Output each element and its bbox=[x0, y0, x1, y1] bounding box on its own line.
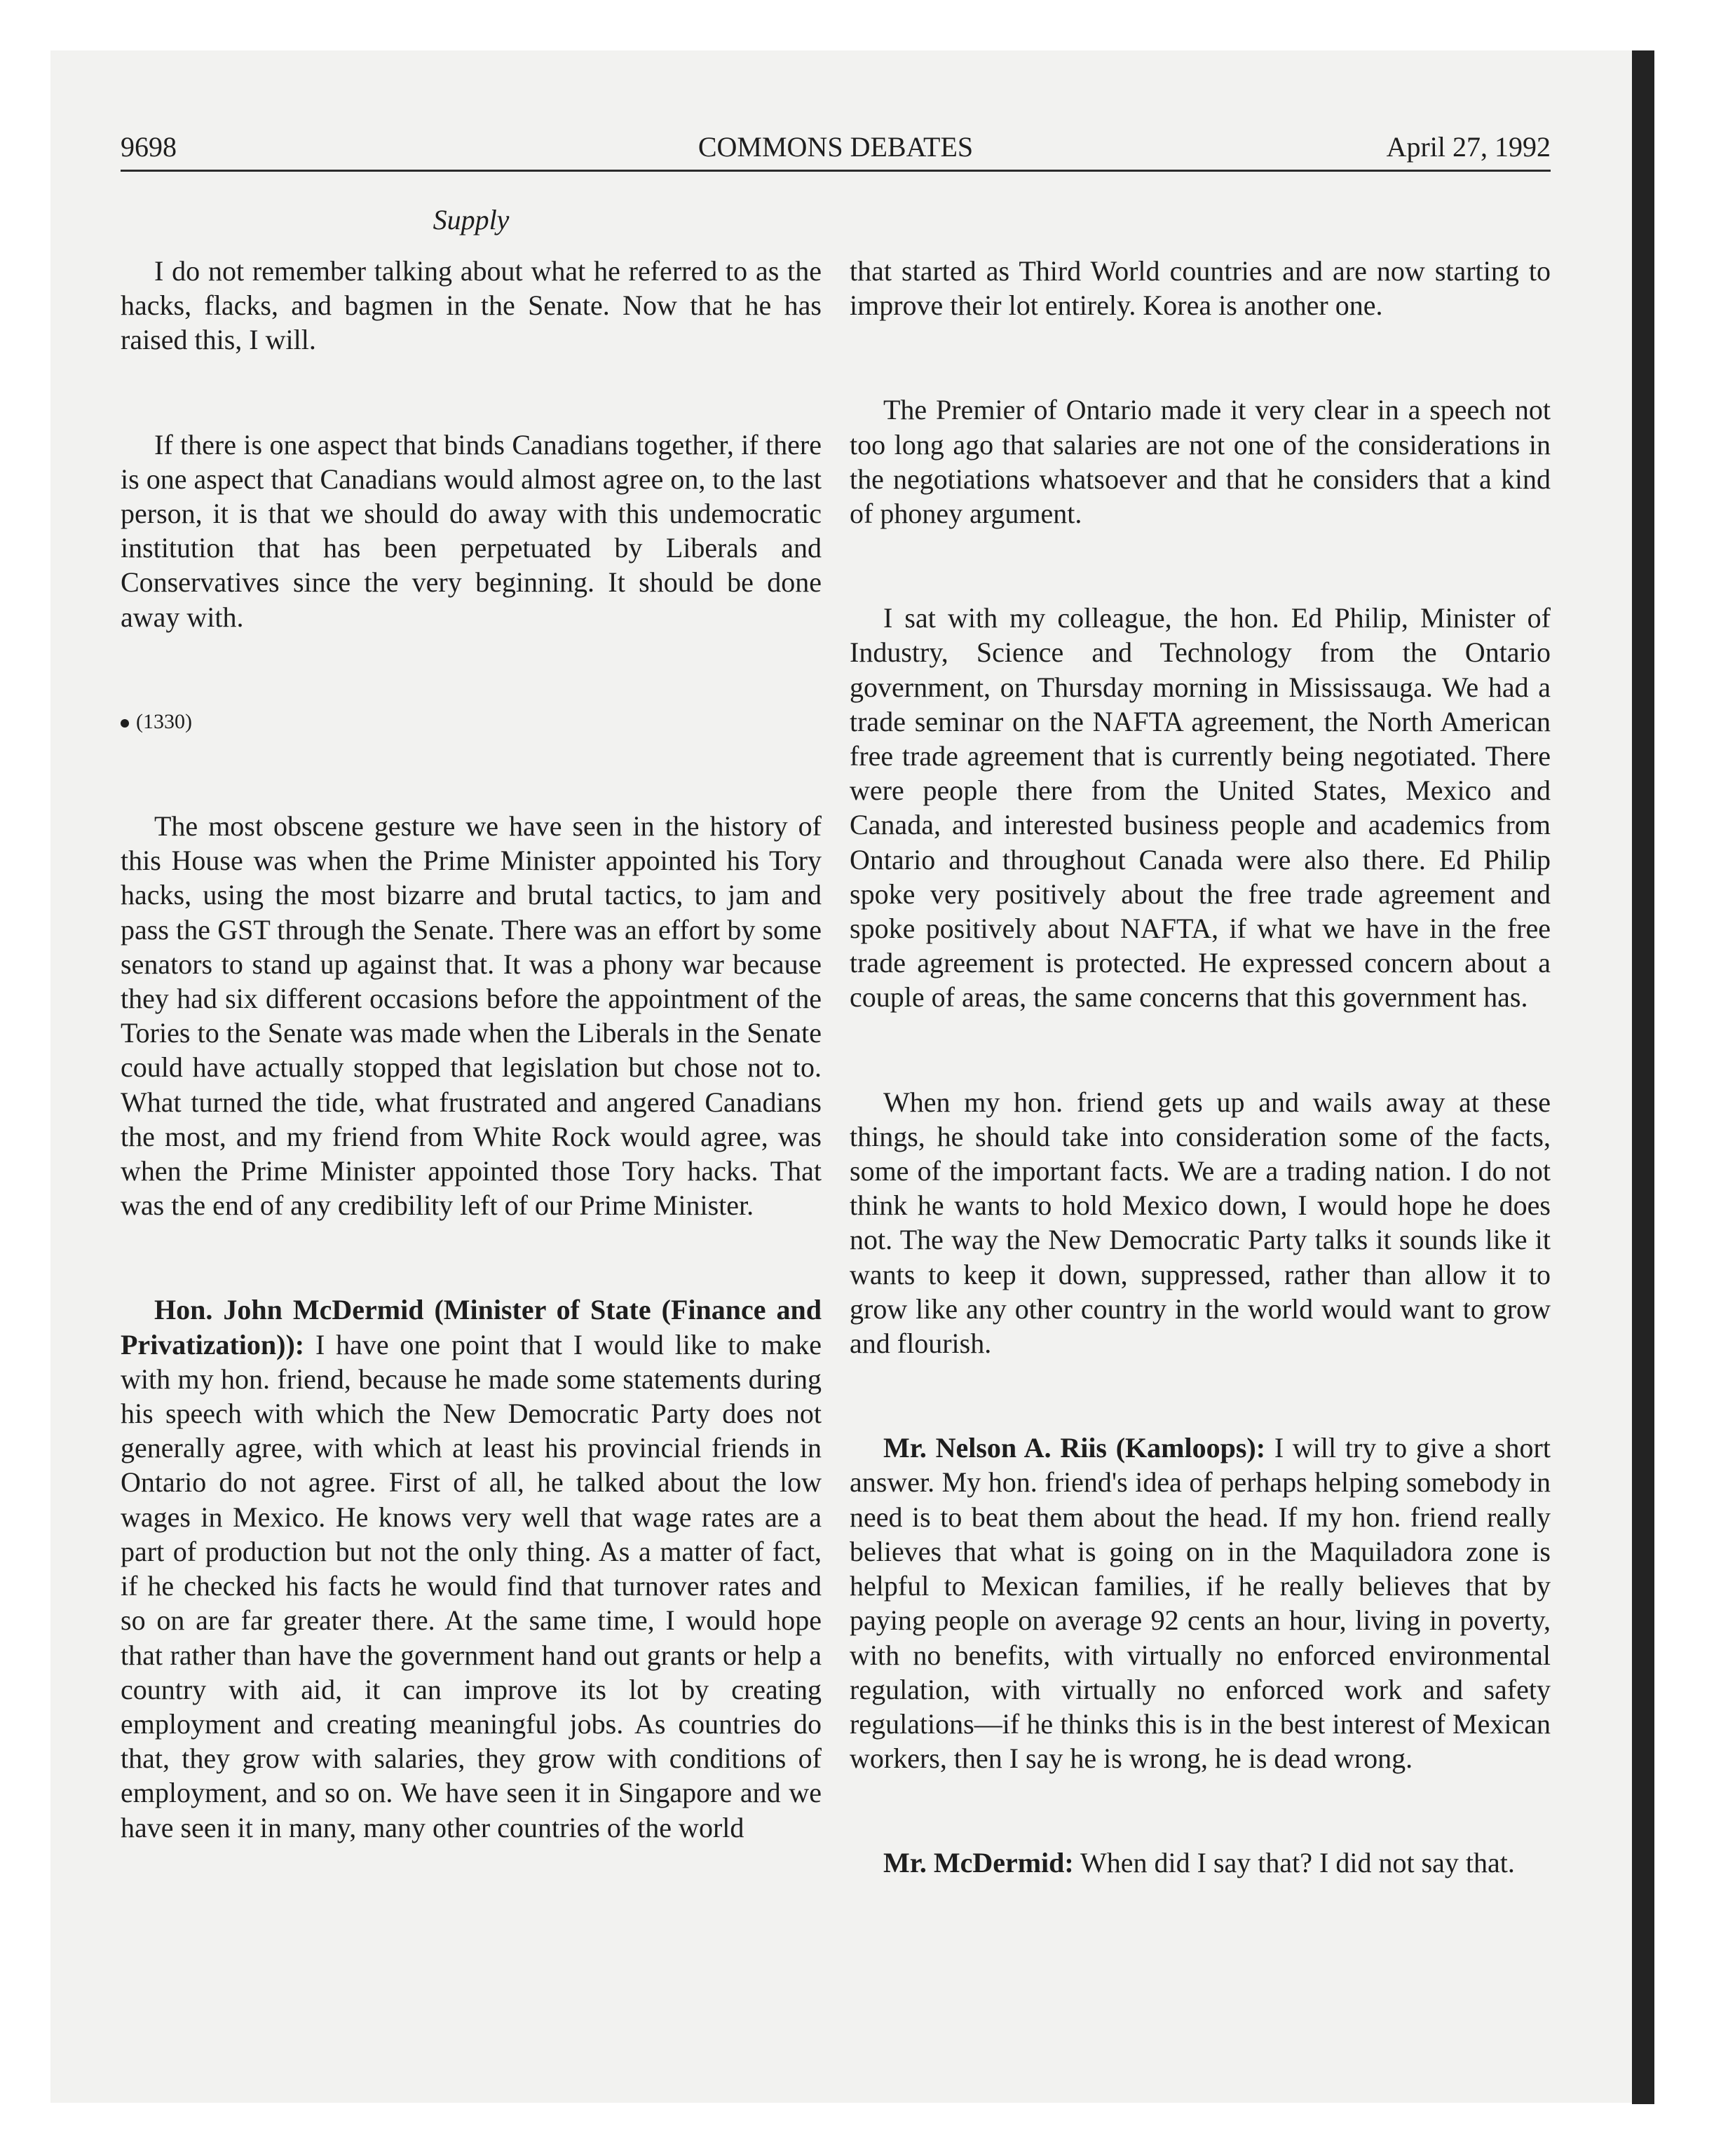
left-column bbox=[121, 254, 822, 1845]
time-marker bbox=[121, 704, 822, 739]
speech-text: I will try to give a short answer. My hon. friend's idea of perhaps helping somebody in need is to beat them about the head. If my hon. friend really believes that what is going on in the Maquiladora zone is helpful to Mexican families, if he really believes that by paying people on average 92 cents an hour, living in poverty, with no benefits, with virtually no enforced environmental regulation, with virtually no enforced work and safety regulations—if he thinks this is in the best interest of Mexican workers, then I say he is wrong, he is dead wrong. bbox=[850, 1432, 1551, 1775]
speaker-name: Hon. John McDermid (Minister of State (Finance and Privatization)): bbox=[121, 1294, 822, 1360]
header-rule bbox=[121, 170, 1551, 172]
right-column bbox=[850, 254, 1551, 1881]
paragraph: I sat with my colleague, the hon. Ed Philip, Minister of Industry, Science and Technology from the Ontario government, on Thursday morning in Mississauga. We had a trade seminar on the NAFTA agreement, the North American free trade agreement that is currently being negotiated. There were people there from the United States, Mexico and Canada, and interested business people and academics from Ontario and throughout Canada were also there. Ed Philip spoke very positively about the free trade agreement and spoke positively about NAFTA, if what we have in the free trade agreement is protected. He expressed concern about a couple of areas, the same concerns that this government has. bbox=[850, 602, 1551, 1014]
speech-text: I have one point that I would like to make with my hon. friend, because he made some statements during his speech with which the New Democratic Party does not generally agree, with which at least his provincial friends in Ontario do not agree. First of all, he talked about the low wages in Mexico. He knows very well that wage rates are a part of production but not the only thing. As a matter of fact, if he checked his facts he would find that turnover rates and so on are far greater there. At the same time, I would hope that rather than have the government hand out grants or help a country with aid, it can improve its lot by creating employment and creating meaningful jobs. As countries do that, they grow with salaries, they grow with conditions of employment, and so on. We have seen it in Singapore and we have seen it in many, many other countries of the world bbox=[121, 1328, 822, 1843]
scan-edge-shadow bbox=[1632, 50, 1654, 2104]
paragraph: When my hon. friend gets up and wails away at these things, he should take into consideration some of the facts, some of the important facts. We are a trading nation. I do not think he wants to hold Mexico down, I would hope he does not. The way the New Democratic Party talks it sounds like it wants to keep it down, suppressed, rather than allow it to grow like any other country in the world would want to grow and flourish. bbox=[850, 1086, 1551, 1360]
page-header bbox=[121, 130, 1551, 172]
publication-title: COMMONS DEBATES bbox=[698, 131, 974, 163]
page-date: April 27, 1992 bbox=[1386, 131, 1551, 163]
speech-text: When did I say that? I did not say that. bbox=[1080, 1847, 1515, 1879]
speaker-name: Mr. McDermid: bbox=[883, 1847, 1074, 1879]
speech-paragraph bbox=[850, 1845, 1551, 1880]
paragraph: If there is one aspect that binds Canadians together, if there is one aspect that Canadians would almost agree on, to the last person, it is that we should do away with this undemocratic institution that has been perpetuated by Liberals and Conservatives since the very beginning. It should be done away with. bbox=[121, 428, 822, 633]
speaker-name: Mr. Nelson A. Riis (Kamloops): bbox=[883, 1432, 1266, 1464]
speech-paragraph bbox=[850, 1431, 1551, 1775]
paragraph: that started as Third World countries and are now starting to improve their lot entirely. Korea is another one. bbox=[850, 255, 1551, 322]
page-number: 9698 bbox=[121, 131, 177, 163]
speech-paragraph bbox=[121, 1292, 822, 1844]
paragraph: The most obscene gesture we have seen in the history of this House was when the Prime Minister appointed his Tory hacks, using the most bizarre and brutal tactics, to jam and pass the GST through the Senate. There was an effort by some senators to stand up against that. It was a phony war because they had six different occasions before the appointment of the Tories to the Senate was made when the Liberals in the Senate could have actually stopped that legislation but chose not to. What turned the tide, what frustrated and angered Canadians the most, and my friend from White Rock would agree, was when the Prime Minister appointed those Tory hacks. That was the end of any credibility left of our Prime Minister. bbox=[121, 810, 822, 1222]
bullet-icon bbox=[121, 719, 129, 728]
paragraph: I do not remember talking about what he referred to as the hacks, flacks, and bagmen in the Senate. Now that he has raised this, I will. bbox=[121, 255, 822, 356]
paragraph: The Premier of Ontario made it very clear in a speech not too long ago that salaries are not one of the considerations in the negotiations whatsoever and that he considers that a kind of phoney argument. bbox=[850, 394, 1551, 530]
section-title: Supply bbox=[433, 204, 510, 236]
time-marker-text: (1330) bbox=[136, 709, 192, 733]
